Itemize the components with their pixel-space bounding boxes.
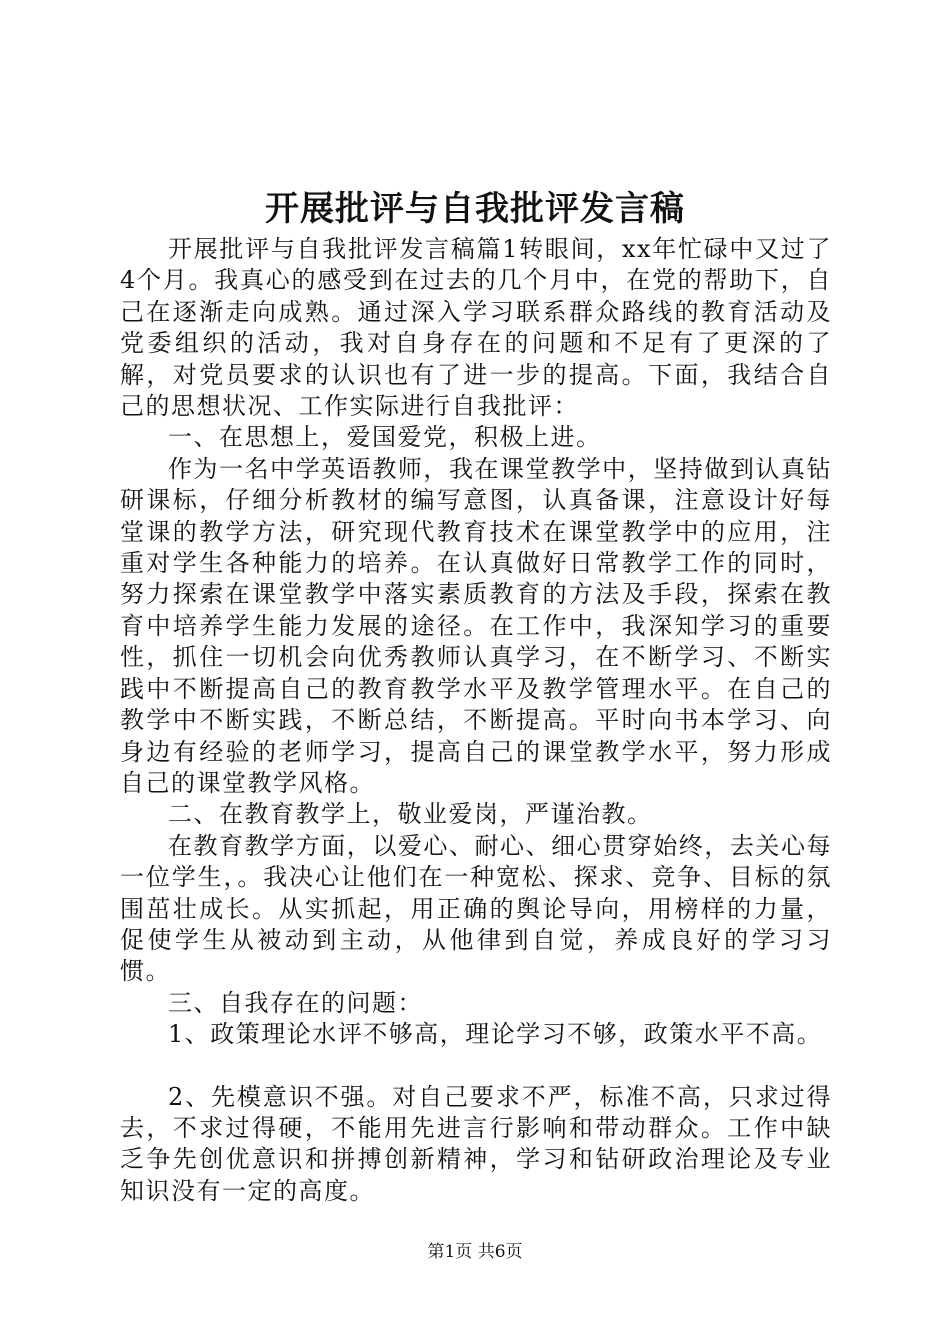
document-title: 开展批评与自我批评发言稿 [265, 189, 685, 229]
paragraph-intro: 开展批评与自我批评发言稿篇1转眼间，xx年忙碌中又过了4个月。我真心的感受到在过去的几个月中，在党的帮助下，自己在逐渐走向成熟。通过深入学习联系群众路线的教育活动及党委组织的活动，我对自身存在的问题和不足有了更深的了解，对党员要求的认识也有了进一步的提高。下面，我结合自己的思想状况、工作实际进行自我批评： [120, 235, 832, 421]
paragraph-section-1: 作为一名中学英语教师，我在课堂教学中，坚持做到认真钻研课标，仔细分析教材的编写意图，认真备课，注意设计好每堂课的教学方法，研究现代教育技术在课堂教学中的应用，注重对学生各种能力的培养。在认真做好日常教学工作的同时，努力探索在课堂教学中落实素质教育的方法及手段，探索在教育中培养学生能力发展的途径。在工作中，我深知学习的重要性，抓住一切机会向优秀教师认真学习，在不断学习、不断实践中不断提高自己的教育教学水平及教学管理水平。在自己的教学中不断实践，不断总结，不断提高。平时向书本学习、向身边有经验的老师学习，提高自己的课堂教学水平，努力形成自己的课堂教学风格。 [120, 454, 832, 797]
heading-section-2: 二、在教育教学上，敬业爱岗，严谨治教。 [168, 800, 653, 829]
problem-item-2: 2、先模意识不强。对自己要求不严，标准不高，只求过得去，不求过得硬，不能用先进言行影响和带动群众。工作中缺乏争先创优意识和拼搏创新精神，学习和钻研政治理论及专业知识没有一定的高度。 [120, 1082, 832, 1205]
document-body [120, 234, 832, 1207]
heading-section-1: 一、在思想上，爱国爱党，积极上进。 [168, 423, 602, 452]
page-footer: 第1页 共6页 [427, 1242, 523, 1262]
paragraph-section-2: 在教育教学方面，以爱心、耐心、细心贯穿始终，去关心每一位学生，。我决心让他们在一种宽松、探求、竞争、目标的氛围茁壮成长。从实抓起，用正确的舆论导向，用榜样的力量，促使学生从被动到主动，从他律到自觉，养成良好的学习习惯。 [120, 831, 832, 986]
heading-section-3: 三、自我存在的问题： [168, 988, 423, 1017]
problem-item-1: 1、政策理论水评不够高，理论学习不够，政策水平不高。 [168, 1020, 823, 1049]
